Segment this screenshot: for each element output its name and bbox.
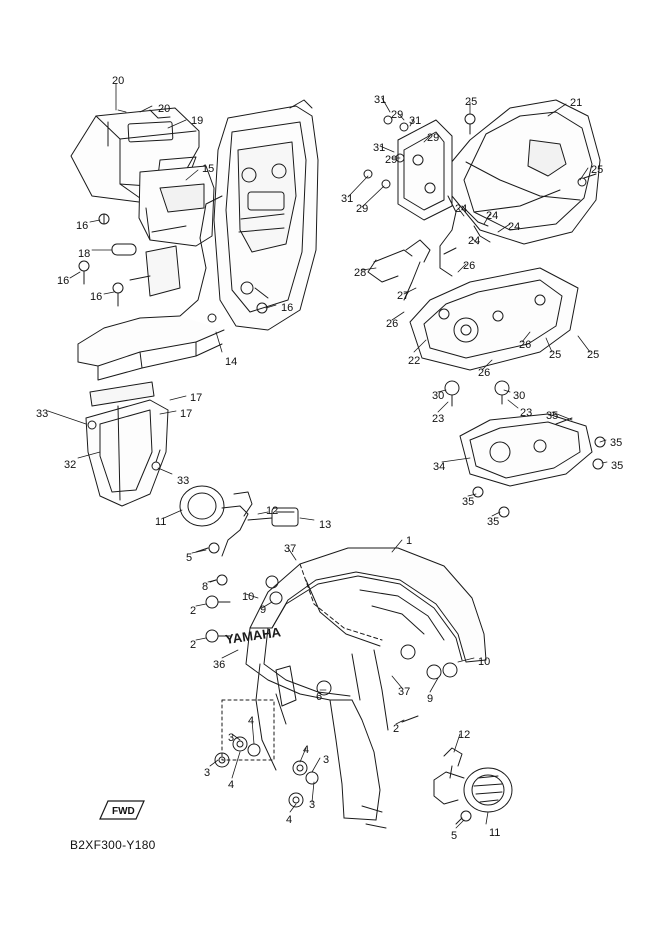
callout-number: 22 [408,355,421,367]
callout-number: 17 [190,392,203,404]
callout-number: 5 [186,552,193,564]
callout-number: 29 [427,132,440,144]
callout-number: 30 [513,390,526,402]
callout-number: 9 [427,693,434,705]
callout-number: 4 [303,744,310,756]
callout-number: 26 [478,367,491,379]
callout-number: 35 [462,496,475,508]
callout-number: 33 [36,408,49,420]
callout-number: 20 [112,75,125,87]
callout-number: 15 [202,163,215,175]
callout-number: 10 [242,591,255,603]
callout-number: 31 [373,142,386,154]
callout-number: 16 [57,275,70,287]
callout-number: 34 [433,461,446,473]
callout-number: 24 [486,210,499,222]
callout-number: 17 [180,408,193,420]
callout-number: 26 [386,318,399,330]
callout-number: 10 [478,656,491,668]
callout-number: 23 [432,413,445,425]
callout-number: 26 [463,260,476,272]
callout-number: 3 [309,799,316,811]
yamaha-wordmark: YAMAHA [224,624,282,647]
callout-number: 13 [319,519,332,531]
callout-number: 3 [228,732,235,744]
callout-number: 35 [611,460,624,472]
callout-number: 8 [202,581,209,593]
callout-number: 24 [455,203,468,215]
callout-number: 5 [451,830,458,842]
callout-number: 4 [286,814,293,826]
group-mudguard [86,382,168,506]
callout-number: 25 [549,349,562,361]
callout-number: 33 [177,475,190,487]
callout-number: 18 [78,248,91,260]
callout-number: 35 [610,437,623,449]
callout-number: 37 [398,686,411,698]
callout-number: 37 [284,543,297,555]
callout-number: 29 [385,154,398,166]
callout-number: 36 [213,659,226,671]
callout-number: 2 [393,723,400,735]
callout-number: 3 [323,754,330,766]
group-tail-cowl [450,97,600,244]
callout-number: 25 [465,96,478,108]
group-lower-tail-piece [460,414,605,517]
group-fender-fasteners [206,576,457,828]
callout-number: 31 [341,193,354,205]
callout-number: 24 [508,221,521,233]
callout-number: 2 [190,639,197,651]
callout-number: 35 [487,516,500,528]
callout-number: 19 [191,115,204,127]
callout-number: 25 [591,164,604,176]
callout-number: 2 [190,605,197,617]
fwd-label: FWD [112,806,135,817]
callout-number: 6 [316,691,323,703]
callout-number: 32 [64,459,77,471]
callout-number: 3 [204,767,211,779]
callout-number: 12 [266,505,279,517]
callout-number: 31 [374,94,387,106]
callout-number: 23 [520,407,533,419]
part-code: B2XF300-Y180 [70,838,156,852]
callout-number: 4 [248,715,255,727]
callout-number: 28 [354,267,367,279]
callout-number: 9 [260,604,267,616]
group-sensor-bottom [434,748,512,824]
callout-number: 35 [546,410,559,422]
callout-number: 21 [570,97,583,109]
callout-number: 16 [76,220,89,232]
callout-number: 16 [281,302,294,314]
callout-number: 26 [519,339,532,351]
callout-number: 16 [90,291,103,303]
callout-number: 25 [587,349,600,361]
callout-number: 30 [432,390,445,402]
callout-number: 1 [406,535,413,547]
group-sensor-top [180,486,298,585]
callout-number: 27 [397,290,410,302]
callout-number: 11 [155,516,167,528]
callout-number: 11 [489,827,501,839]
group-front-fender [224,548,486,820]
fwd-marker [98,797,146,827]
callout-number: 14 [225,356,238,368]
callout-number: 29 [356,203,369,215]
callout-number: 12 [458,729,471,741]
callout-number: 24 [468,235,481,247]
callout-number: 4 [228,779,235,791]
callout-number: 31 [409,115,422,127]
callout-number: 29 [391,109,404,121]
group-tray-cover [139,163,215,246]
callout-number: 20 [158,103,171,115]
